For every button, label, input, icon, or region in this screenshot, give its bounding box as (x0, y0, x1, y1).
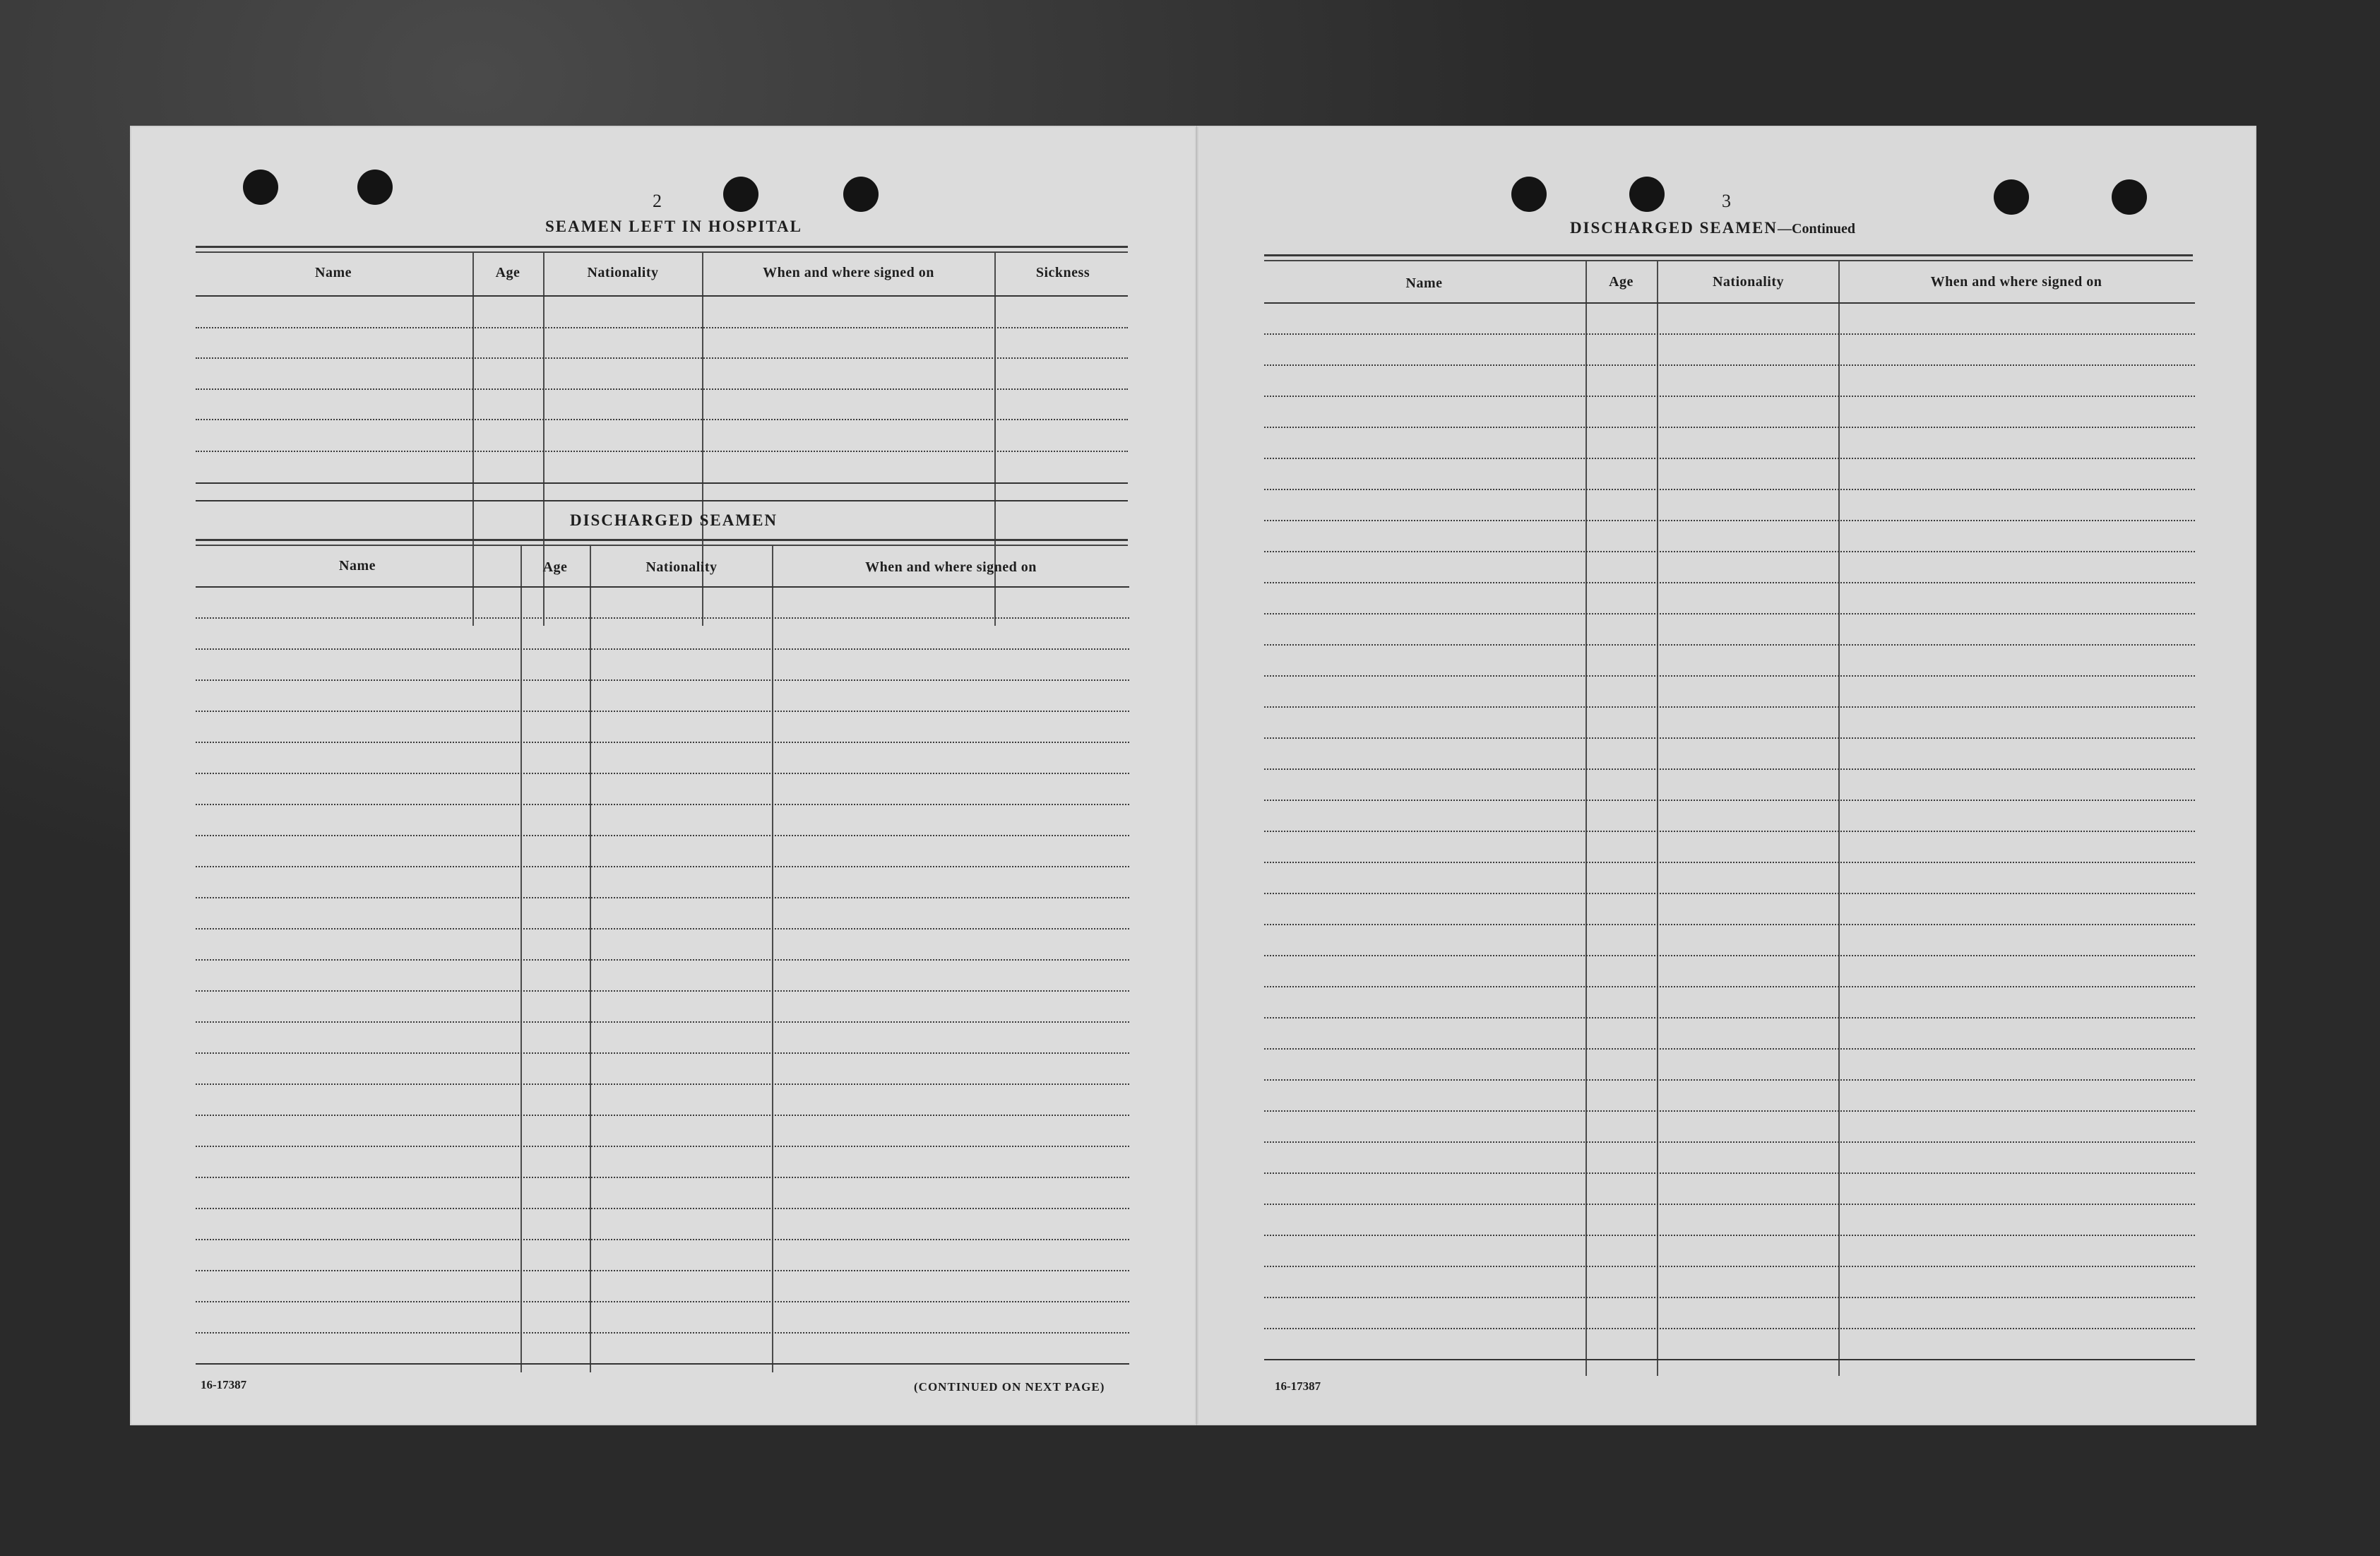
column-header-age: Age (542, 559, 568, 575)
table-row (196, 742, 1129, 743)
page-number: 2 (653, 191, 662, 211)
table-row (196, 1332, 1129, 1334)
table-row (1264, 955, 2195, 956)
continued-note: (CONTINUED ON NEXT PAGE) (914, 1380, 1105, 1394)
title-suffix: —Continued (1778, 221, 1856, 237)
table-row (196, 451, 1128, 452)
page-number: 3 (1722, 191, 1731, 211)
table-row (1264, 427, 2195, 428)
column-header-name: Name (339, 558, 376, 574)
column-header-nationality: Nationality (1712, 274, 1785, 290)
discharged-continued-title (1529, 219, 1896, 237)
table-row (1264, 800, 2195, 801)
table-row (1264, 396, 2195, 397)
table-row (196, 648, 1129, 650)
table-row (1264, 862, 2195, 863)
table-row (1264, 582, 2195, 583)
table-row (196, 1301, 1129, 1302)
table-row (196, 897, 1129, 898)
table-row (196, 1270, 1129, 1271)
table-row (196, 1363, 1129, 1365)
table-row (196, 1115, 1129, 1116)
table-bottom-rule (196, 500, 1128, 501)
table-row (196, 295, 1128, 297)
table-row (196, 711, 1129, 712)
table-row (1264, 1141, 2195, 1143)
table-row (1264, 1079, 2195, 1081)
table-row (1264, 768, 2195, 770)
table-top-rule (196, 246, 1128, 248)
punch-hole (723, 177, 758, 212)
table-row (1264, 333, 2195, 335)
table-row (1264, 1328, 2195, 1329)
table-row (196, 835, 1129, 836)
column-divider (1585, 261, 1587, 1376)
table-row (196, 679, 1129, 681)
table-row (1264, 458, 2195, 459)
table-row (1264, 924, 2195, 925)
table-row (1264, 1172, 2195, 1174)
left-page (130, 126, 1196, 1425)
table-row (1264, 1359, 2195, 1360)
table-row (1264, 1048, 2195, 1050)
table-row (1264, 893, 2195, 894)
column-header-nationality: Nationality (587, 265, 659, 280)
table-top-rule (196, 539, 1128, 541)
table-row (196, 482, 1128, 484)
table-row (196, 773, 1129, 774)
table-row (1264, 1204, 2195, 1205)
punch-hole (1994, 179, 2029, 215)
table-row (196, 1146, 1129, 1147)
column-header-nationality: Nationality (645, 559, 718, 575)
table-row (196, 357, 1128, 359)
column-header-when-where: When and where signed on (763, 265, 934, 280)
column-divider (1838, 261, 1840, 1376)
table-row (1264, 644, 2195, 646)
hospital-section-title: SEAMEN LEFT IN HOSPITAL (545, 218, 803, 235)
table-row (196, 928, 1129, 930)
column-header-age: Age (1609, 274, 1634, 290)
table-row (196, 1052, 1129, 1054)
table-row (1264, 1297, 2195, 1298)
right-page (1197, 126, 2256, 1425)
column-header-sickness: Sickness (1035, 265, 1090, 280)
form-number: 16-17387 (201, 1378, 247, 1391)
table-row (1264, 1110, 2195, 1112)
table-row (1264, 706, 2195, 708)
punch-hole (2112, 179, 2147, 215)
table-row (1264, 551, 2195, 552)
table-row (196, 388, 1128, 390)
punch-hole (1511, 177, 1547, 212)
column-header-age: Age (495, 265, 520, 280)
table-row (196, 1208, 1129, 1209)
table-row (1264, 1266, 2195, 1267)
punch-hole (1629, 177, 1665, 212)
column-header-name: Name (315, 265, 352, 280)
punch-hole (357, 170, 393, 205)
table-row (196, 1177, 1129, 1178)
table-row (196, 419, 1128, 420)
table-row (1264, 613, 2195, 614)
table-row (196, 617, 1129, 619)
table-row (1264, 1235, 2195, 1236)
table-top-rule (196, 251, 1128, 253)
table-row (1264, 489, 2195, 490)
table-row (1264, 675, 2195, 677)
punch-hole (243, 170, 278, 205)
table-row (1264, 831, 2195, 832)
table-row (196, 586, 1129, 588)
column-header-name: Name (1405, 275, 1443, 291)
table-row (1264, 520, 2195, 521)
table-row (196, 990, 1129, 992)
table-row (1264, 302, 2195, 304)
table-row (196, 1239, 1129, 1240)
table-row (196, 1021, 1129, 1023)
table-row (196, 866, 1129, 867)
table-row (1264, 1017, 2195, 1018)
discharged-section-title: DISCHARGED SEAMEN (569, 511, 778, 529)
table-top-rule (1264, 260, 2193, 261)
table-row (1264, 737, 2195, 739)
form-number: 16-17387 (1275, 1379, 1321, 1393)
table-row (196, 1083, 1129, 1085)
title-main: DISCHARGED SEAMEN (1569, 219, 1778, 237)
column-header-when-where: When and where signed on (1930, 274, 2102, 290)
table-top-rule (1264, 254, 2193, 256)
table-row (1264, 364, 2195, 366)
column-header-when-where: When and where signed on (865, 559, 1037, 575)
punch-hole (843, 177, 879, 212)
table-row (1264, 986, 2195, 987)
table-row (196, 327, 1128, 328)
table-row (196, 804, 1129, 805)
table-top-rule (196, 545, 1128, 546)
column-divider (1657, 261, 1658, 1376)
table-row (196, 959, 1129, 961)
